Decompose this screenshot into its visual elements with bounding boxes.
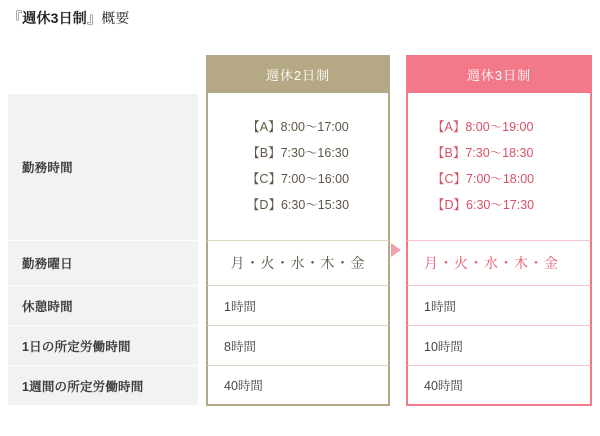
hours-line: 【C】7:00〜16:00 xyxy=(246,171,350,186)
cell-a-daily-hours xyxy=(206,326,390,366)
table-row xyxy=(8,326,592,366)
header-column-b: 週休3日制 xyxy=(406,55,592,93)
value-b: 10時間 xyxy=(424,339,463,354)
table-row xyxy=(8,93,592,241)
row-label-daily-hours: 1日の所定労働時間 xyxy=(8,326,198,366)
title-bracket-open: 『 xyxy=(8,10,23,26)
arrow-right-icon xyxy=(391,243,401,257)
gap-cell xyxy=(198,241,206,286)
gap-cell xyxy=(198,326,206,366)
title-bracket-close: 』 xyxy=(87,10,102,26)
mid-cell xyxy=(390,286,406,326)
page-title xyxy=(8,8,130,28)
cell-a-weekly-hours xyxy=(206,366,390,406)
row-label-weekly-hours: 1週間の所定労働時間 xyxy=(8,366,198,406)
header-mid-cell xyxy=(390,55,406,93)
table-row xyxy=(8,286,592,326)
row-label-working-hours: 勤務時間 xyxy=(8,93,198,241)
days-value-b: 月・火・水・木・金 xyxy=(424,255,559,271)
mid-cell xyxy=(390,93,406,241)
gap-cell xyxy=(198,366,206,406)
value-a: 1時間 xyxy=(224,299,256,314)
hours-line: 【D】6:30〜15:30 xyxy=(246,197,350,212)
hours-line: 【D】6:30〜17:30 xyxy=(432,197,535,212)
table-row xyxy=(8,366,592,406)
title-suffix: 概要 xyxy=(101,10,130,26)
mid-cell xyxy=(390,366,406,406)
hours-line: 【B】7:30〜16:30 xyxy=(247,145,349,160)
header-blank-cell xyxy=(8,55,198,93)
header-column-a: 週休2日制 xyxy=(206,55,390,93)
comparison-table-wrapper xyxy=(8,55,592,406)
table-header-row xyxy=(8,55,592,93)
comparison-table xyxy=(8,55,592,406)
mid-cell xyxy=(390,326,406,366)
cell-b-break-time xyxy=(406,286,592,326)
cell-b-working-hours xyxy=(406,93,592,241)
table-row xyxy=(8,241,592,286)
hours-list-a xyxy=(224,104,372,230)
value-b: 40時間 xyxy=(424,379,463,393)
cell-b-weekly-hours xyxy=(406,366,592,406)
title-bold-part: 週休3日制 xyxy=(22,10,87,26)
value-a: 8時間 xyxy=(224,339,256,354)
hours-line: 【B】7:30〜18:30 xyxy=(432,145,534,160)
hours-list-b xyxy=(424,104,574,230)
gap-cell xyxy=(198,93,206,241)
cell-a-break-time xyxy=(206,286,390,326)
cell-b-working-days xyxy=(406,241,592,286)
gap-cell xyxy=(198,286,206,326)
hours-line: 【A】8:00〜17:00 xyxy=(247,119,349,134)
value-a: 40時間 xyxy=(224,379,263,393)
hours-line: 【C】7:00〜18:00 xyxy=(432,171,535,186)
value-b: 1時間 xyxy=(424,299,456,314)
cell-a-working-days xyxy=(206,241,390,286)
cell-b-daily-hours xyxy=(406,326,592,366)
row-label-break-time: 休憩時間 xyxy=(8,286,198,326)
header-gap-cell xyxy=(198,55,206,93)
cell-a-working-hours xyxy=(206,93,390,241)
hours-line: 【A】8:00〜19:00 xyxy=(432,119,534,134)
days-value-a: 月・火・水・木・金 xyxy=(230,255,366,271)
row-label-working-days: 勤務曜日 xyxy=(8,241,198,286)
